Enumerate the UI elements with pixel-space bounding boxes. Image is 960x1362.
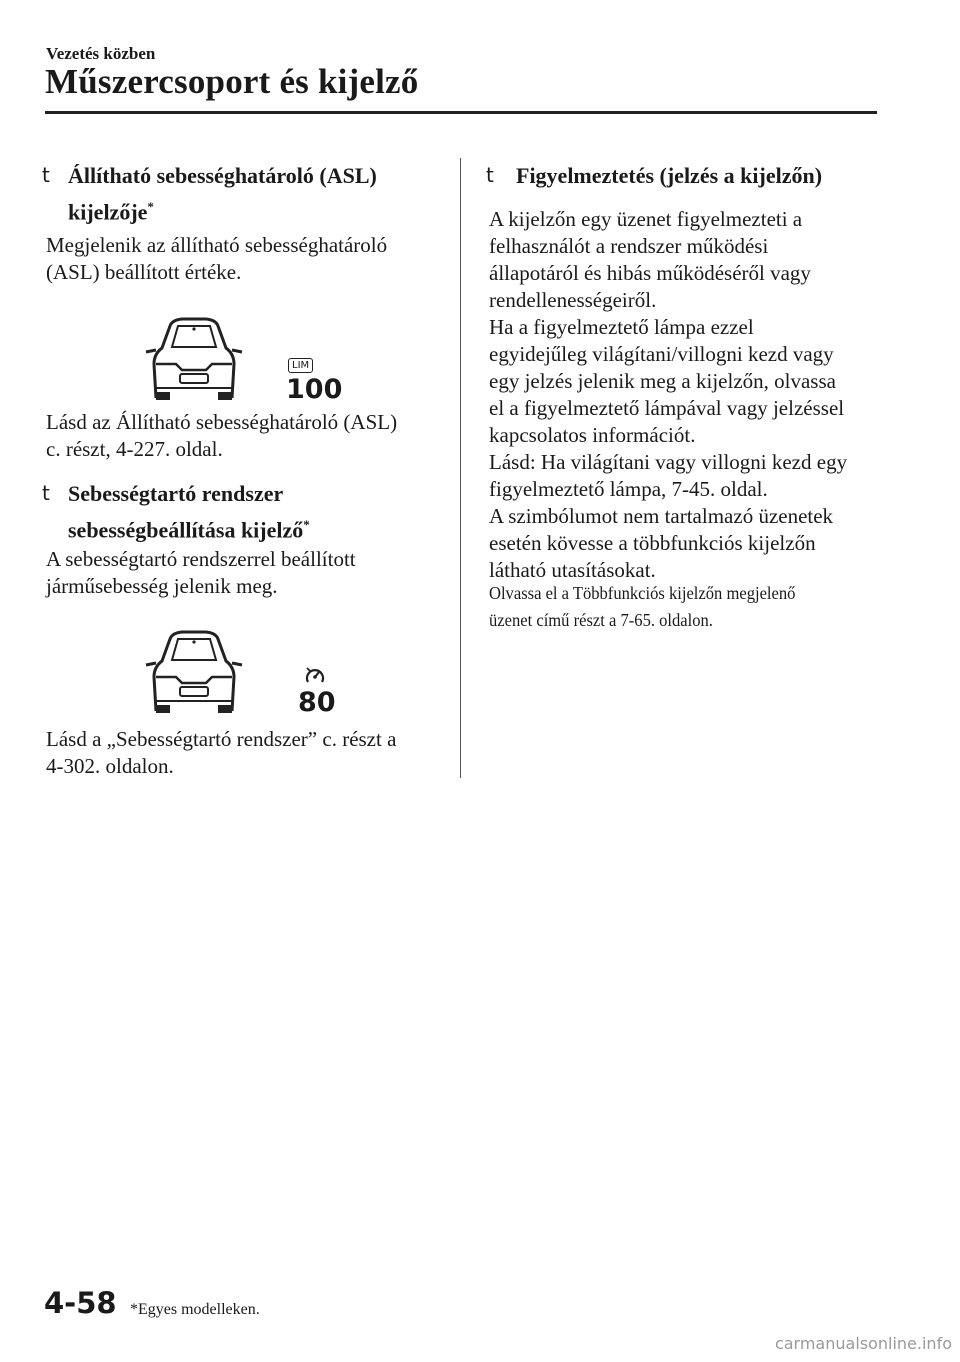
text-line: járműsebesség jelenik meg. — [46, 574, 278, 598]
asl-description — [46, 232, 387, 286]
cruise-heading-line1: Sebességtartó rendszer — [68, 481, 284, 506]
bullet-icon: t — [486, 163, 494, 187]
lim-badge: LIM — [288, 358, 313, 373]
asl-heading-line2: kijelzője — [68, 199, 148, 225]
text-line: el a figyelmeztető lámpával vagy jelzéssel — [489, 396, 845, 420]
text-line: figyelmeztető lámpa, 7-45. oldal. — [489, 477, 768, 501]
page-number: 4-58 — [44, 1286, 117, 1320]
text-line: Olvassa el a Többfunkciós kijelzőn megjelenő — [489, 583, 796, 603]
cruise-heading-line2: sebességbeállítása kijelző — [68, 517, 304, 543]
text-line: (ASL) beállított értéke. — [46, 260, 242, 284]
text-line: A szimbólumot nem tartalmazó üzenetek — [489, 504, 834, 528]
text-line: 4-302. oldalon. — [46, 754, 174, 778]
text-line: egyidejűleg világítani/villogni kezd vagy — [489, 342, 834, 366]
text-line: A kijelzőn egy üzenet figyelmezteti a — [489, 207, 803, 231]
cruise-reference — [46, 726, 396, 780]
asl-heading — [42, 160, 442, 224]
text-line: A sebességtartó rendszerrel beállított — [46, 547, 356, 571]
text-line: Megjelenik az állítható sebességhatároló — [46, 233, 388, 257]
section-label: Vezetés közben — [46, 44, 156, 63]
page-title: Műszercsoport és kijelző — [45, 62, 419, 101]
warning-heading — [486, 160, 906, 192]
text-line: üzenet című részt a 7-65. oldalon. — [489, 610, 713, 630]
asterisk: * — [303, 517, 310, 532]
text-line: Lásd a „Sebességtartó rendszer” c. részt a — [46, 727, 397, 751]
cruise-speed-value: 80 — [298, 687, 336, 718]
footnote: *Egyes modelleken. — [130, 1301, 260, 1318]
column-divider — [460, 158, 461, 778]
cruise-description — [46, 546, 356, 600]
cruise-control-icon — [304, 665, 326, 687]
text-line: kapcsolatos információt. — [489, 423, 696, 447]
asterisk: * — [147, 199, 154, 214]
car-rear-icon — [142, 314, 246, 404]
text-line: állapotáról és hibás működéséről vagy — [489, 261, 811, 285]
text-line: esetén kövesse a többfunkciós kijelzőn — [489, 531, 816, 555]
text-line: Ha a figyelmeztető lámpa ezzel — [489, 315, 754, 339]
text-line: rendellenességeiről. — [489, 288, 657, 312]
text-line: látható utasításokat. — [489, 558, 656, 582]
text-line: c. részt, 4-227. oldal. — [46, 437, 223, 461]
text-line: egy jelzés jelenik meg a kijelzőn, olvassa — [489, 369, 836, 393]
asl-heading-line1: Állítható sebességhatároló (ASL) — [68, 163, 377, 188]
text-line: Lásd: Ha világítani vagy villogni kezd egy — [489, 450, 848, 474]
watermark: carmanualsonline.info — [774, 1334, 952, 1353]
car-rear-icon — [142, 627, 246, 717]
warning-heading-text: Figyelmeztetés (jelzés a kijelzőn) — [516, 163, 823, 188]
bullet-icon: t — [42, 481, 50, 505]
title-rule — [45, 111, 877, 114]
text-line: felhasználót a rendszer működési — [489, 234, 769, 258]
warning-note — [489, 580, 875, 634]
text-line: Lásd az Állítható sebességhatároló (ASL) — [46, 410, 398, 434]
cruise-heading — [42, 478, 442, 542]
asl-speed-value: 100 — [286, 374, 343, 405]
asl-reference — [46, 409, 397, 463]
bullet-icon: t — [42, 163, 50, 187]
warning-body — [489, 206, 889, 584]
